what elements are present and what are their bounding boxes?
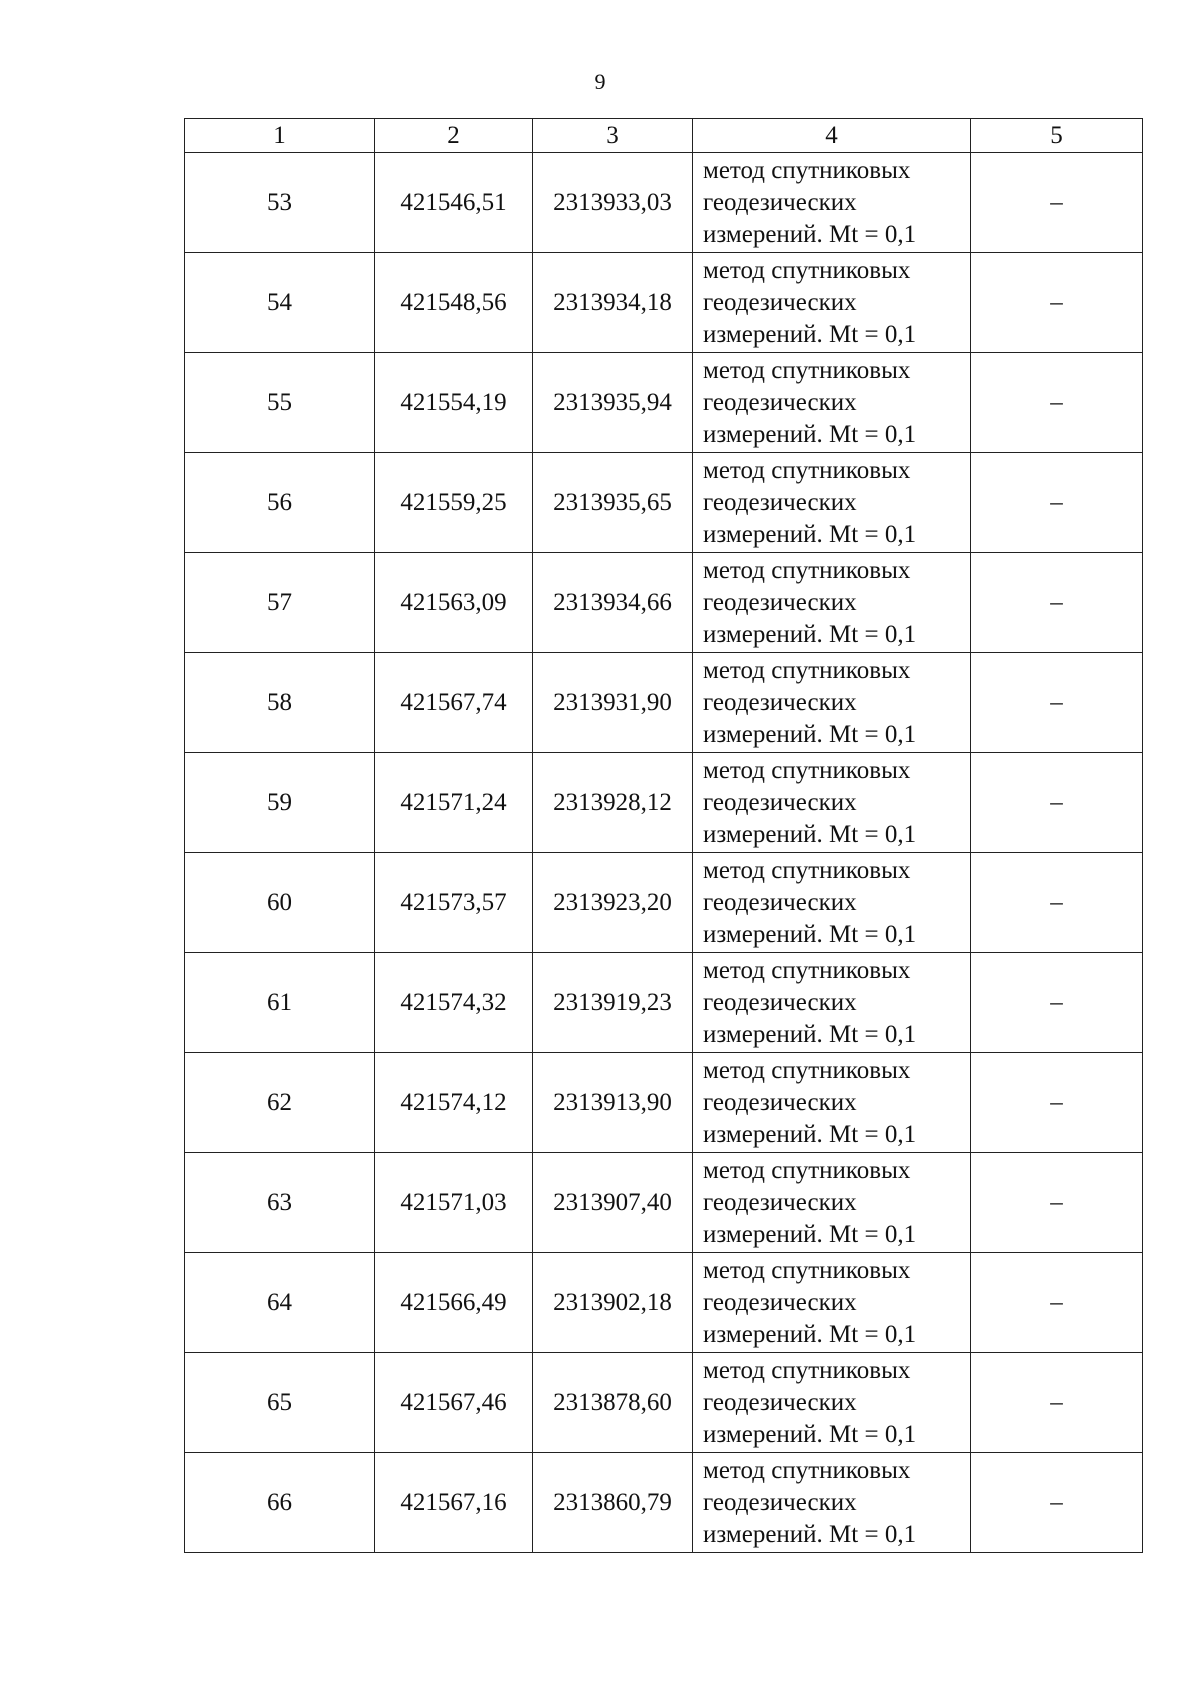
method-cell xyxy=(693,553,971,653)
method-text-line-2: геодезических xyxy=(703,388,857,416)
point-number-cell: 59 xyxy=(185,753,375,853)
point-number-cell: 66 xyxy=(185,1453,375,1553)
method-cell xyxy=(693,353,971,453)
table-row xyxy=(185,853,1143,953)
y-coordinate-cell: 2313902,18 xyxy=(533,1253,693,1353)
coordinates-table xyxy=(184,118,1143,1553)
y-coordinate-cell: 2313907,40 xyxy=(533,1153,693,1253)
x-coordinate-cell: 421567,46 xyxy=(375,1353,533,1453)
method-text-line-2: геодезических xyxy=(703,688,857,716)
table-row xyxy=(185,253,1143,353)
x-coordinate-cell: 421548,56 xyxy=(375,253,533,353)
table-row xyxy=(185,453,1143,553)
table-row xyxy=(185,753,1143,853)
point-number-cell: 63 xyxy=(185,1153,375,1253)
y-coordinate-cell: 2313928,12 xyxy=(533,753,693,853)
note-cell: – xyxy=(971,953,1143,1053)
method-text-line-2: геодезических xyxy=(703,188,857,216)
table-row xyxy=(185,553,1143,653)
method-text-line-3: измерений. Mt = 0,1 xyxy=(703,820,917,848)
table-row xyxy=(185,153,1143,253)
method-text-line-1: метод спутниковых xyxy=(703,1256,911,1284)
note-cell: – xyxy=(971,1053,1143,1153)
x-coordinate-cell: 421566,49 xyxy=(375,1253,533,1353)
method-text-line-2: геодезических xyxy=(703,788,857,816)
x-coordinate-cell: 421574,12 xyxy=(375,1053,533,1153)
method-text-line-3: измерений. Mt = 0,1 xyxy=(703,520,917,548)
y-coordinate-cell: 2313935,94 xyxy=(533,353,693,453)
method-text-line-2: геодезических xyxy=(703,288,857,316)
method-text-line-3: измерений. Mt = 0,1 xyxy=(703,1520,917,1548)
note-cell: – xyxy=(971,753,1143,853)
point-number-cell: 65 xyxy=(185,1353,375,1453)
x-coordinate-cell: 421571,24 xyxy=(375,753,533,853)
method-cell xyxy=(693,753,971,853)
y-coordinate-cell: 2313913,90 xyxy=(533,1053,693,1153)
point-number-cell: 60 xyxy=(185,853,375,953)
table-row xyxy=(185,1453,1143,1553)
table-row xyxy=(185,953,1143,1053)
method-text-line-2: геодезических xyxy=(703,1188,857,1216)
method-cell xyxy=(693,253,971,353)
method-text-line-1: метод спутниковых xyxy=(703,656,911,684)
method-cell xyxy=(693,1353,971,1453)
method-cell xyxy=(693,953,971,1053)
table-row xyxy=(185,353,1143,453)
x-coordinate-cell: 421559,25 xyxy=(375,453,533,553)
x-coordinate-cell: 421573,57 xyxy=(375,853,533,953)
note-cell: – xyxy=(971,253,1143,353)
method-text-line-2: геодезических xyxy=(703,1088,857,1116)
x-coordinate-cell: 421574,32 xyxy=(375,953,533,1053)
column-header-2: 2 xyxy=(375,119,533,153)
point-number-cell: 62 xyxy=(185,1053,375,1153)
method-text-line-3: измерений. Mt = 0,1 xyxy=(703,620,917,648)
method-text-line-3: измерений. Mt = 0,1 xyxy=(703,1320,917,1348)
method-text-line-1: метод спутниковых xyxy=(703,556,911,584)
method-cell xyxy=(693,1153,971,1253)
table-row xyxy=(185,1353,1143,1453)
point-number-cell: 53 xyxy=(185,153,375,253)
y-coordinate-cell: 2313923,20 xyxy=(533,853,693,953)
y-coordinate-cell: 2313934,66 xyxy=(533,553,693,653)
x-coordinate-cell: 421554,19 xyxy=(375,353,533,453)
point-number-cell: 58 xyxy=(185,653,375,753)
note-cell: – xyxy=(971,653,1143,753)
y-coordinate-cell: 2313878,60 xyxy=(533,1353,693,1453)
method-text-line-3: измерений. Mt = 0,1 xyxy=(703,920,917,948)
table-row xyxy=(185,1153,1143,1253)
table-row xyxy=(185,1253,1143,1353)
method-text-line-1: метод спутниковых xyxy=(703,756,911,784)
method-text-line-1: метод спутниковых xyxy=(703,956,911,984)
note-cell: – xyxy=(971,853,1143,953)
y-coordinate-cell: 2313933,03 xyxy=(533,153,693,253)
table-row xyxy=(185,1053,1143,1153)
column-header-4: 4 xyxy=(693,119,971,153)
method-text-line-2: геодезических xyxy=(703,888,857,916)
method-text-line-2: геодезических xyxy=(703,1488,857,1516)
note-cell: – xyxy=(971,453,1143,553)
point-number-cell: 55 xyxy=(185,353,375,453)
method-text-line-2: геодезических xyxy=(703,1288,857,1316)
method-text-line-3: измерений. Mt = 0,1 xyxy=(703,1220,917,1248)
point-number-cell: 61 xyxy=(185,953,375,1053)
note-cell: – xyxy=(971,1453,1143,1553)
note-cell: – xyxy=(971,553,1143,653)
note-cell: – xyxy=(971,153,1143,253)
method-cell xyxy=(693,853,971,953)
point-number-cell: 64 xyxy=(185,1253,375,1353)
method-text-line-1: метод спутниковых xyxy=(703,856,911,884)
table-row xyxy=(185,653,1143,753)
method-text-line-2: геодезических xyxy=(703,488,857,516)
table-header xyxy=(185,119,1143,153)
method-text-line-1: метод спутниковых xyxy=(703,156,911,184)
method-cell xyxy=(693,653,971,753)
x-coordinate-cell: 421567,16 xyxy=(375,1453,533,1553)
method-text-line-1: метод спутниковых xyxy=(703,456,911,484)
y-coordinate-cell: 2313934,18 xyxy=(533,253,693,353)
method-text-line-1: метод спутниковых xyxy=(703,1056,911,1084)
method-text-line-2: геодезических xyxy=(703,988,857,1016)
method-cell xyxy=(693,1253,971,1353)
page-number: 9 xyxy=(594,69,606,94)
method-text-line-1: метод спутниковых xyxy=(703,1156,911,1184)
y-coordinate-cell: 2313919,23 xyxy=(533,953,693,1053)
method-text-line-3: измерений. Mt = 0,1 xyxy=(703,1120,917,1148)
column-header-1: 1 xyxy=(185,119,375,153)
method-text-line-1: метод спутниковых xyxy=(703,256,911,284)
header-row xyxy=(185,119,1143,153)
note-cell: – xyxy=(971,353,1143,453)
method-cell xyxy=(693,1453,971,1553)
x-coordinate-cell: 421571,03 xyxy=(375,1153,533,1253)
y-coordinate-cell: 2313935,65 xyxy=(533,453,693,553)
note-cell: – xyxy=(971,1253,1143,1353)
column-header-5: 5 xyxy=(971,119,1143,153)
method-cell xyxy=(693,153,971,253)
method-text-line-3: измерений. Mt = 0,1 xyxy=(703,220,917,248)
method-text-line-1: метод спутниковых xyxy=(703,1456,911,1484)
method-cell xyxy=(693,1053,971,1153)
column-header-3: 3 xyxy=(533,119,693,153)
method-cell xyxy=(693,453,971,553)
note-cell: – xyxy=(971,1153,1143,1253)
y-coordinate-cell: 2313860,79 xyxy=(533,1453,693,1553)
method-text-line-2: геодезических xyxy=(703,1388,857,1416)
x-coordinate-cell: 421567,74 xyxy=(375,653,533,753)
method-text-line-3: измерений. Mt = 0,1 xyxy=(703,1420,917,1448)
method-text-line-3: измерений. Mt = 0,1 xyxy=(703,720,917,748)
point-number-cell: 57 xyxy=(185,553,375,653)
method-text-line-1: метод спутниковых xyxy=(703,356,911,384)
method-text-line-2: геодезических xyxy=(703,588,857,616)
method-text-line-3: измерений. Mt = 0,1 xyxy=(703,420,917,448)
point-number-cell: 54 xyxy=(185,253,375,353)
x-coordinate-cell: 421563,09 xyxy=(375,553,533,653)
method-text-line-3: измерений. Mt = 0,1 xyxy=(703,1020,917,1048)
table-body xyxy=(185,153,1143,1553)
point-number-cell: 56 xyxy=(185,453,375,553)
method-text-line-1: метод спутниковых xyxy=(703,1356,911,1384)
x-coordinate-cell: 421546,51 xyxy=(375,153,533,253)
y-coordinate-cell: 2313931,90 xyxy=(533,653,693,753)
method-text-line-3: измерений. Mt = 0,1 xyxy=(703,320,917,348)
note-cell: – xyxy=(971,1353,1143,1453)
